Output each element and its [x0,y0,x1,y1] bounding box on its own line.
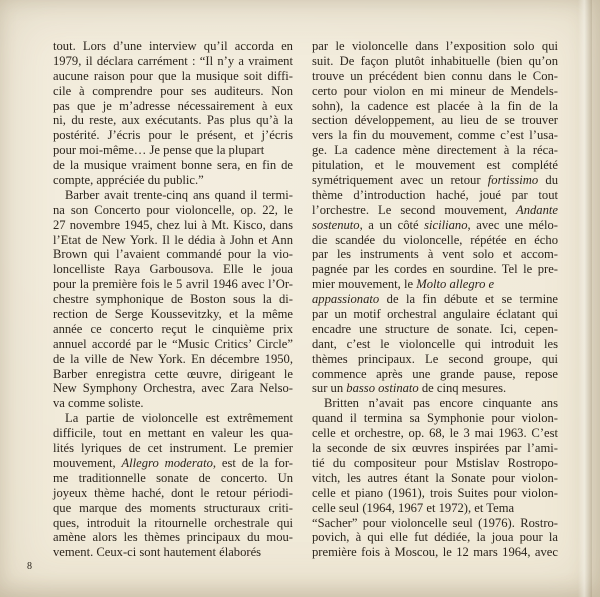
text-line [53,188,293,203]
text-line [53,233,293,248]
italic-text: fortissimo [487,173,539,188]
text-line [53,277,293,292]
text-line [312,352,558,367]
text-line [312,233,558,248]
text-line [53,322,293,337]
text-line [53,471,293,486]
text-segment: Britten n’avait pas encore cinquante ans [324,396,558,411]
text-segment: sur un [312,381,347,396]
text-segment: ques, introduit la ritournelle orchestrale qui [53,515,293,530]
text-line [312,367,558,382]
text-segment: Barber enregistra cette œuvre, dirigeant le [53,366,293,381]
text-segment: Brown qui l’avaient commandé pour la vio- [53,247,293,262]
italic-text: Allegro moderato [121,455,213,470]
text-line [312,456,558,471]
text-segment: lités lyriques de cet instrument. Le premier [53,441,293,456]
text-line [53,456,293,471]
text-segment: difficile, tout en mettant en valeur les qua- [53,426,293,441]
text-line [312,396,558,411]
text-segment: de cinq mesures. [418,381,507,396]
text-segment: pagnée par les cordes en sourdine. Tel le pre- [312,262,558,277]
text-segment: annuel accordé par le “Music Critics’ Circle” [53,336,293,351]
text-segment: section développement, au lieu de se trouver [312,113,558,128]
text-segment: thème d’introduction haché, joué par tout [312,187,558,202]
text-line [53,39,293,54]
text-segment: aucune raison pour que la musique soit diffi- [53,68,293,83]
text-line [312,128,558,143]
text-segment: mier mouvement, le [312,277,417,292]
text-line [53,84,293,99]
text-line [53,128,293,143]
text-line [312,441,558,456]
text-line [312,158,558,173]
text-segment: chestre symphonique de Boston sous la di- [53,292,293,307]
text-segment: sohn), la cadence est placée à la fin de la [312,98,559,113]
text-line [312,545,558,560]
text-column-left [53,39,293,560]
text-segment: que marque des moments structuraux criti- [53,500,293,515]
text-line [312,54,558,69]
text-line [53,158,293,173]
text-line [312,69,558,84]
text-line [53,262,293,277]
text-segment: cile à comprendre pour ses auditeurs. Non [53,83,293,98]
text-segment: certo pour violon en mi mineur de Mendels- [312,83,558,98]
text-segment: , est de la for- [212,455,293,470]
text-line [53,143,293,158]
text-segment: symétriquement avec un retour [312,173,488,188]
text-line [312,381,558,396]
text-segment: par les instruments à vent solo et accom- [312,247,558,262]
text-segment: de la ville de New York. En décembre 1950, [53,351,293,366]
text-column-right [312,39,558,560]
text-segment: par un motif orchestral angulaire éclatant qui [312,307,558,322]
text-segment: pitulation, et le mouvement est complété [312,158,558,173]
text-segment: amène alors les thèmes principaux du mou- [53,530,293,545]
text-segment: rection de Serge Koussevitzky, et la même [53,307,293,322]
text-line [53,69,293,84]
text-segment: celle seul (1964, 1967 et 1972), et Tema [312,500,515,515]
text-line [53,113,293,128]
italic-text: basso ostinato [346,381,419,396]
text-segment: na son Concerto pour violoncelle, op. 22, le [53,202,293,217]
text-line [53,545,293,560]
text-segment: vement. Ceux-ci sont hautement élaborés [53,545,262,560]
text-segment: Barber avait trente-cinq ans quand il termi- [65,187,293,202]
page-number: 8 [27,561,32,572]
text-segment: vitch, les autres étant la Sonate pour violon- [312,470,559,485]
text-segment: de la fin débute et se termine [379,292,558,307]
text-line [53,501,293,516]
italic-text: sostenuto [312,217,360,232]
text-segment: dant, c’est le violoncelle qui introduit les [312,336,558,351]
text-line [312,322,558,337]
text-line [312,337,558,352]
italic-text: Molto allegro e [416,277,495,292]
text-line [312,292,558,307]
text-line [312,143,558,158]
italic-text: siciliano [424,217,468,232]
text-segment: encadre une structure de sonate. Ici, cepen- [312,321,558,336]
text-segment: va comme soliste. [53,396,144,411]
text-line [53,530,293,545]
text-line [312,218,558,233]
text-segment: pour moi-même… Je pense que la plupart [53,143,265,158]
text-line [312,113,558,128]
text-segment: 27 novembre 1945, chez lui à Mt. Kisco, dans [53,217,293,232]
text-segment: La partie de violoncelle est extrêmement [65,411,293,426]
text-segment: année ce concerto reçut le cinquième prix [53,321,293,336]
text-line [53,203,293,218]
text-line [53,441,293,456]
text-segment: celle et piano (1961), trois Suites pour violon- [312,485,558,500]
text-line [312,501,558,516]
text-line [53,426,293,441]
text-segment: thèmes principaux. Le second groupe, qui [312,351,558,366]
text-line [312,247,558,262]
text-segment: de la musique vraiment bonne sera, en fin de [53,158,294,173]
text-segment: 1979, il déclara carrément : “Il n’y a vraiment [53,53,293,68]
text-line [53,486,293,501]
text-segment: l’Etat de New York. Il le dédia à John et Ann [53,232,293,247]
text-line [53,292,293,307]
text-line [53,352,293,367]
text-segment: commence après une grande pause, repose [312,366,558,381]
text-line [312,471,558,486]
text-line [312,486,558,501]
text-segment: pour la première fois le 5 avril 1946 avec l’Or- [53,277,293,292]
text-line [53,516,293,531]
text-line [53,247,293,262]
text-segment: vers la fin du mouvement, comme c’est l’usa- [312,128,558,143]
text-segment: , a un côté [359,217,425,232]
text-segment: pas que je m’adresse nécessairement à eux [53,98,293,113]
text-line [312,426,558,441]
text-segment: die scandée du violoncelle, répétée en écho [312,232,558,247]
text-line [53,381,293,396]
text-segment: tié du compositeur pour Mstislav Rostropo- [312,455,558,470]
text-segment: ge. La cadence mène directement à la réca- [312,143,558,158]
text-segment: première fois à Moscou, le 12 mars 1964, avec [312,545,558,560]
text-line [53,99,293,114]
text-segment: l’orchestre. Le second mouvement, [312,202,517,217]
text-line [312,99,558,114]
text-segment: mouvement, [53,455,122,470]
text-segment: compte, appréciée du public.” [53,173,204,188]
text-segment: joyeux thème haché, dont le retour périodi- [53,485,293,500]
italic-text: appassionato [312,292,380,307]
text-line [312,262,558,277]
text-line [312,39,558,54]
text-segment: suit. De façon plutôt inhabituelle (bien qu’on [312,53,558,68]
text-line [312,530,558,545]
text-line [312,516,558,531]
text-line [53,396,293,411]
text-line [53,307,293,322]
text-line [312,84,558,99]
page-edge-shadow [578,0,592,597]
text-line [312,277,558,292]
text-line [53,218,293,233]
text-segment: me traditionnelle sonate de concerto. Un [53,470,293,485]
text-segment: la seconde de six œuvres inspirées par l’ami- [312,441,558,456]
text-line [312,411,558,426]
text-line [53,411,293,426]
text-segment: trouve un précédent bien connu dans le Con- [312,68,558,83]
text-segment: “Sacher” pour violoncelle seul (1976). Rostro- [312,515,558,530]
italic-text: Andante [516,202,558,217]
text-line [53,337,293,352]
text-segment: ni, du reste, aux exécutants. Pas plus qu’à la [53,113,293,128]
text-line [312,188,558,203]
text-segment: quand il termina sa Symphonie pour violon- [312,411,558,426]
text-segment: , avec une mélo- [467,217,558,232]
text-segment: povich, à qui elle fut dédiée, la joua pour la [312,530,558,545]
text-line [53,173,293,188]
text-segment: tout. Lors d’une interview qu’il accorda en [53,39,293,53]
text-line [312,307,558,322]
text-line [53,367,293,382]
text-line [53,54,293,69]
text-segment: du [538,173,558,188]
text-segment: celle et orchestre, op. 68, le 3 mai 1963. C’est [312,426,558,441]
text-segment: par le violoncelle dans l’exposition solo qui [312,39,558,53]
text-line [312,173,558,188]
text-segment: postérité. J’écris pour le présent, et j’écris [53,128,293,143]
text-segment: New Symphony Orchestra, avec Zara Nelso- [53,381,293,396]
text-segment: loncelliste Raya Garbousova. Elle le joua [53,262,293,277]
text-line [312,203,558,218]
